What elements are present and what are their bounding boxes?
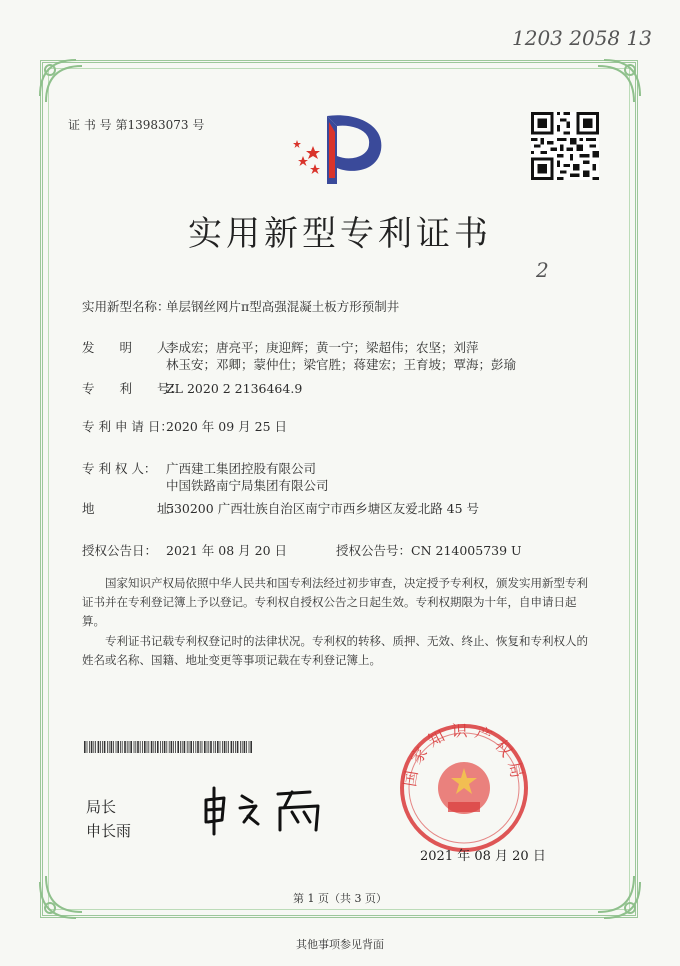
field-filing-date-label: 专 利 申 请 日：: [82, 419, 173, 434]
field-grant-no-label: 授权公告号：: [336, 543, 412, 558]
qr-code-icon: [531, 112, 599, 180]
patentee-line-1: 广西建工集团控股有限公司: [166, 461, 317, 476]
field-address: [82, 500, 479, 517]
field-patent-no-value: ZL 2020 2 2136464.9: [166, 381, 303, 396]
legal-paragraph-1: 国家知识产权局依照中华人民共和国专利法经过初步审查，决定授予专利权，颁发实用新型专利证书并在专利登记簿上予以登记。专利权自授权公告之日起生效。专利权期限为十年，自申请日起算。: [82, 576, 588, 628]
cnipa-logo-icon: [285, 112, 385, 187]
field-patent-no-label: 专 利 号：: [82, 381, 183, 396]
barcode-icon: [84, 741, 254, 753]
certificate-number: 证 书 号 第13983073 号: [68, 118, 205, 132]
footer-note: 其他事项参见背面: [296, 938, 384, 951]
certificate-title: 实用新型专利证书: [188, 214, 492, 254]
field-name-label: 实用新型名称：: [82, 299, 170, 314]
inventor-line-1: 李成宏；唐亮平；庚迎辉；黄一宁；梁超伟；农坚；刘萍: [166, 340, 479, 355]
field-address-value: 530200 广西壮族自治区南宁市西乡塘区友爱北路 45 号: [166, 501, 480, 516]
field-filing-date-value: 2020 年 09 月 25 日: [166, 419, 287, 434]
inventor-line-2: 林玉安；邓卿；蒙仲仕；梁官胜；蒋建宏；王育坡；覃海；彭瑜: [166, 357, 517, 372]
field-patentee-label: 专 利 权 人：: [82, 461, 157, 476]
patentee-line-2: 中国铁路南宁局集团有限公司: [166, 478, 329, 493]
field-filing-date: [82, 418, 287, 435]
field-grant-no: [336, 542, 522, 559]
field-grant-date-label: 授权公告日：: [82, 543, 158, 558]
director-name: 申长雨: [86, 822, 132, 840]
field-inventor-label: 发 明 人：: [82, 340, 183, 355]
field-name: [82, 298, 399, 315]
director-title: 局长: [86, 798, 117, 816]
legal-paragraph-2: 专利证书记载专利权登记时的法律状况。专利权的转移、质押、无效、终止、恢复和专利权人的姓名或名称、国籍、地址变更等事项记载在专利登记簿上。: [82, 634, 588, 667]
official-seal-icon: [398, 722, 530, 854]
field-grant-no-value: CN 214005739 U: [411, 543, 522, 558]
handwritten-note: 1203 2058 13: [512, 26, 652, 50]
handwritten-mark: 2: [536, 258, 549, 282]
seal-date: 2021 年 08 月 20 日: [420, 849, 546, 864]
corner-ornament-top-left: [36, 56, 96, 116]
corner-ornament-top-right: [584, 56, 644, 116]
field-name-value: 单层钢丝网片π型高强混凝土板方形预制井: [166, 299, 400, 314]
field-inventor: [82, 339, 516, 373]
field-patentee: [82, 460, 329, 494]
director-signature-icon: [200, 786, 340, 836]
seal-text: 国家知识产权局: [400, 722, 528, 789]
field-grant-date: [82, 542, 287, 559]
field-grant-date-value: 2021 年 08 月 20 日: [166, 543, 287, 558]
page-indicator: 第 1 页（共 3 页）: [293, 892, 387, 905]
field-address-label: 地 址：: [82, 501, 183, 516]
field-patent-no: [82, 380, 302, 397]
